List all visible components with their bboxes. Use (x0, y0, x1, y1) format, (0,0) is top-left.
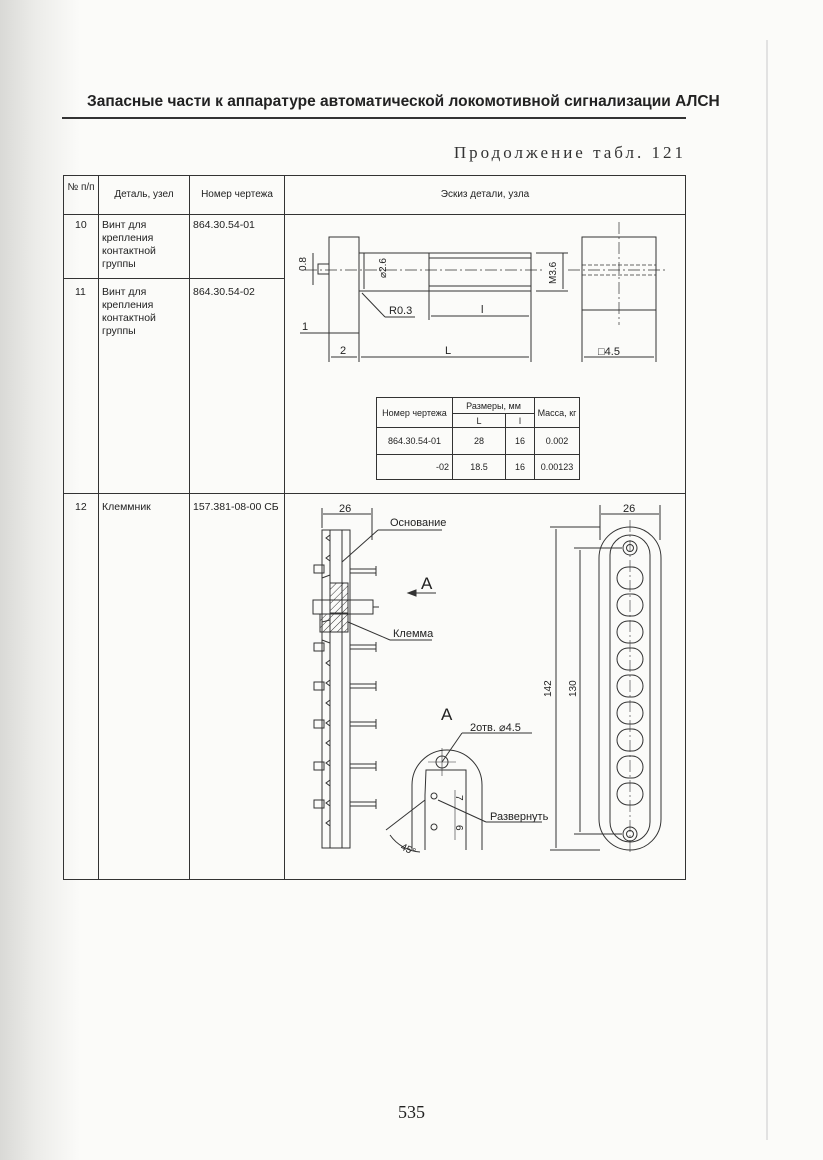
dim-table-cell: -02 (377, 455, 453, 480)
label-holes: 2отв. ⌀4.5 (470, 722, 521, 734)
dim-26-right: 26 (623, 503, 636, 515)
dim-table-cell: 0.00123 (535, 455, 580, 480)
dim-m3-6: M3.6 (548, 261, 559, 284)
dim-130: 130 (568, 680, 579, 697)
row-12-drawing: 157.381-08-00 СБ (193, 501, 279, 513)
row-11-drawing: 864.30.54-02 (193, 286, 255, 298)
label-terminal: Клемма (393, 628, 434, 640)
dim-26-left: 26 (339, 503, 352, 515)
dim-2: 2 (340, 345, 347, 357)
dim-table-cell: 16 (506, 428, 535, 455)
dim-table-cell: 0.002 (535, 428, 580, 455)
row-10-drawing: 864.30.54-01 (193, 219, 255, 231)
dim-l-big: L (445, 345, 452, 357)
dim-square-4-5: □4.5 (598, 346, 620, 358)
row-11-num: 11 (75, 286, 86, 298)
view-arrow-label: А (421, 574, 433, 593)
page-number: 535 (398, 1102, 425, 1122)
dim-table-header-L: L (453, 414, 506, 428)
dim-142: 142 (543, 680, 554, 697)
row-12-part: Клеммник (102, 501, 151, 513)
dim-6: 6 (453, 825, 464, 831)
row-10-num: 10 (75, 219, 87, 231)
dim-table-header-l: l (506, 414, 535, 428)
dim-table-cell: 864.30.54-01 (377, 428, 453, 455)
table-continuation: Продолжение табл. 121 (453, 143, 686, 162)
label-base: Основание (390, 517, 447, 529)
page-header-title: Запасные части к аппаратуре автоматической локомотивной сигнализации АЛСН (87, 93, 720, 110)
col-header-sketch: Эскиз детали, узла (440, 189, 530, 200)
col-header-num: № п/п (67, 182, 95, 193)
dim-table-header-mass: Масса, кг (535, 398, 580, 428)
dim-table-cell: 18.5 (453, 455, 506, 480)
col-header-part: Деталь, узел (114, 189, 174, 200)
view-a-label: А (441, 705, 453, 724)
dim-l-small: l (481, 304, 484, 316)
dim-1: 1 (302, 321, 309, 333)
dim-table-cell: 28 (453, 428, 506, 455)
dim-r0-3: R0.3 (389, 305, 413, 317)
row-11-part: Винт для крепления контактной группы (102, 286, 156, 337)
col-header-drawing: Номер чертежа (201, 189, 273, 200)
row-10-part: Винт для крепления контактной группы (102, 219, 156, 270)
dim-45: 45° (398, 841, 418, 859)
dim-table-cell: 16 (506, 455, 535, 480)
dim-table-header-drawing: Номер чертежа (377, 398, 453, 428)
dim-table-header-sizes: Размеры, мм (453, 398, 535, 414)
row-12-num: 12 (75, 501, 87, 513)
dim-7: 7 (453, 795, 464, 801)
dim-0-8: 0.8 (298, 257, 309, 271)
dim-2-6: ⌀2.6 (378, 258, 389, 278)
label-unfold: Развернуть (490, 811, 549, 823)
